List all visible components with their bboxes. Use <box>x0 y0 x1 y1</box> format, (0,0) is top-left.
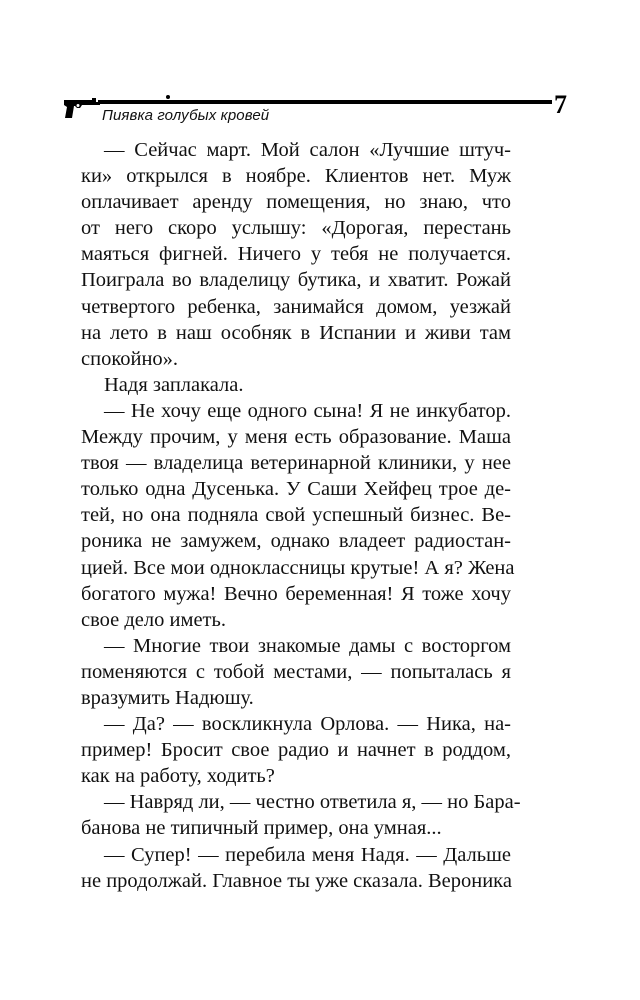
text-line: как на работу, ходить? <box>81 765 275 788</box>
header-rule <box>98 100 552 104</box>
text-line: поменяются с тобой местами, — попыталась я <box>81 660 511 683</box>
text-line: спокойно». <box>81 347 179 370</box>
revolver-icon <box>62 96 102 120</box>
page-number: 7 <box>554 90 567 119</box>
text-line: тей, но она подняла свой успешный бизнес. Ве- <box>81 504 511 527</box>
text-line: — Супер! — перебила меня Надя. — Дальше <box>104 843 511 866</box>
text-line: — Сейчас март. Мой салон «Лучшие штуч- <box>104 139 511 161</box>
text-line: богатого мужа! Вечно беременная! Я тоже хочу <box>81 582 511 605</box>
text-line: не продолжай. Главное ты уже сказала. Вероника <box>81 869 512 892</box>
text-line: банова не типичный пример, она умная... <box>81 817 442 840</box>
text-line: от него скоро услышу: «Дорогая, перестань <box>81 217 511 240</box>
text-line: Поиграла во владелицу бутика, и хватит. Рожай <box>81 269 511 292</box>
text-line: — Не хочу еще одного сына! Я не инкубатор. <box>104 399 511 422</box>
text-line: только одна Дусенька. У Саши Хейфец трое де- <box>81 478 511 501</box>
text-line: цией. Все мои одноклассницы крутые! А я? Жена <box>81 556 515 579</box>
text-line: — Навряд ли, — честно ответила я, — но Бара- <box>104 791 521 814</box>
header-rule-dot <box>166 95 170 99</box>
text-line: твоя — владелица ветеринарной клиники, у нее <box>81 452 511 475</box>
text-line: ки» открылся в ноябре. Клиентов нет. Муж <box>81 165 511 188</box>
body-text <box>81 137 521 894</box>
text-line: четвертого ребенка, занимайся домом, уезжай <box>81 295 511 318</box>
text-line: на лето в наш особняк в Испании и живи там <box>81 321 511 344</box>
text-line: пример! Бросит свое радио и начнет в роддом, <box>81 739 511 762</box>
text-line: Между прочим, у меня есть образование. Маша <box>81 426 511 449</box>
text-line: вразумить Надюшу. <box>81 686 254 709</box>
text-line: оплачивает аренду помещения, но знаю, что <box>81 191 511 214</box>
text-line: Надя заплакала. <box>104 373 244 396</box>
text-line: маяться фигней. Ничего у тебя не получается. <box>81 243 511 266</box>
text-line: — Многие твои знакомые дамы с восторгом <box>104 634 511 657</box>
text-line: роника не замужем, однако владеет радиостан- <box>81 530 511 553</box>
text-line: — Да? — воскликнула Орлова. — Ника, на- <box>104 713 511 736</box>
running-title: Пиявка голубых кровей <box>102 107 270 124</box>
page-header <box>62 90 567 130</box>
text-line: свое дело иметь. <box>81 608 226 631</box>
